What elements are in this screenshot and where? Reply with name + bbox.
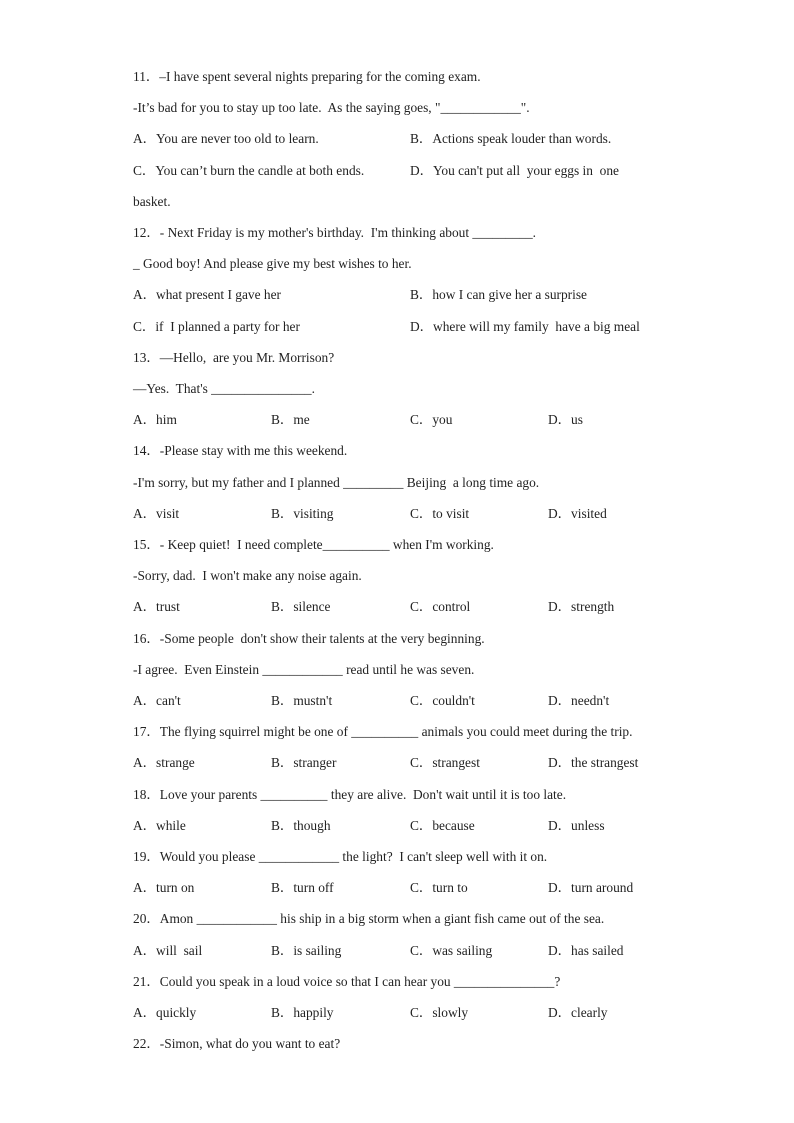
answer-option: A．turn on	[133, 880, 195, 895]
answer-option: C．strangest	[410, 755, 480, 770]
question-stem: 22．-Simon, what do you want to eat?	[133, 1036, 341, 1051]
answer-option: A．can't	[133, 693, 181, 708]
question-stem: 14．-Please stay with me this weekend.	[133, 443, 348, 458]
answer-option: C．was sailing	[410, 943, 493, 958]
answer-option: C．couldn't	[410, 693, 475, 708]
answer-option: D．where will my family have a big meal	[410, 319, 640, 334]
question-stem: 11．–I have spent several nights preparing for the coming exam.	[133, 69, 481, 84]
question-stem: 21．Could you speak in a loud voice so that I can hear you _______________?	[133, 974, 561, 989]
answer-option: B．happily	[271, 1005, 334, 1020]
answer-option: A．trust	[133, 599, 180, 614]
answer-option: B．how I can give her a surprise	[410, 287, 588, 302]
answer-option: D．unless	[548, 818, 605, 833]
answer-option: C．slowly	[410, 1005, 469, 1020]
answer-option: A．what present I gave her	[133, 287, 281, 302]
answer-option: B．stranger	[271, 755, 337, 770]
answer-option: D．strength	[548, 599, 615, 614]
dialogue-line: -It’s bad for you to stay up too late. As the saying goes, "____________".	[133, 100, 530, 115]
answer-option: D．clearly	[548, 1005, 608, 1020]
answer-option: C．you	[410, 412, 453, 427]
answer-option: B．visiting	[271, 506, 334, 521]
answer-option: D．has sailed	[548, 943, 624, 958]
answer-option: C．to visit	[410, 506, 470, 521]
dialogue-line: _ Good boy! And please give my best wishes to her.	[133, 256, 412, 271]
answer-option: A．You are never too old to learn.	[133, 131, 319, 146]
answer-option: D．turn around	[548, 880, 634, 895]
answer-option: C．You can’t burn the candle at both ends.	[133, 163, 365, 178]
dialogue-line: -Sorry, dad. I won't make any noise again.	[133, 568, 362, 583]
question-stem: 12．- Next Friday is my mother's birthday. I'm thinking about _________.	[133, 225, 537, 240]
answer-option: B．Actions speak louder than words.	[410, 131, 612, 146]
answer-option: C．control	[410, 599, 471, 614]
answer-option: B．silence	[271, 599, 331, 614]
answer-option: C．because	[410, 818, 475, 833]
question-stem: 20．Amon ____________ his ship in a big storm when a giant fish came out of the sea.	[133, 911, 605, 926]
answer-option: A．strange	[133, 755, 195, 770]
answer-option: B．is sailing	[271, 943, 342, 958]
answer-option: D．needn't	[548, 693, 610, 708]
answer-option: D．You can't put all your eggs in one	[410, 163, 619, 178]
question-stem: 13．—Hello, are you Mr. Morrison?	[133, 350, 335, 365]
option-continuation: basket.	[133, 194, 171, 209]
answer-option: A．will sail	[133, 943, 203, 958]
answer-option: B．me	[271, 412, 310, 427]
question-stem: 19．Would you please ____________ the light? I can't sleep well with it on.	[133, 849, 548, 864]
answer-option: B．mustn't	[271, 693, 333, 708]
answer-option: A．while	[133, 818, 186, 833]
dialogue-line: -I'm sorry, but my father and I planned _________ Beijing a long time ago.	[133, 475, 540, 490]
answer-option: A．quickly	[133, 1005, 197, 1020]
answer-option: B．though	[271, 818, 331, 833]
question-stem: 15．- Keep quiet! I need complete__________ when I'm working.	[133, 537, 494, 552]
answer-option: B．turn off	[271, 880, 334, 895]
answer-option: C．turn to	[410, 880, 468, 895]
question-stem: 18．Love your parents __________ they are alive. Don't wait until it is too late.	[133, 787, 567, 802]
dialogue-line: -I agree. Even Einstein ____________ read until he was seven.	[133, 662, 475, 677]
answer-option: A．visit	[133, 506, 180, 521]
answer-option: D．the strangest	[548, 755, 639, 770]
dialogue-line: —Yes. That's _______________.	[133, 381, 315, 396]
answer-option: C．if I planned a party for her	[133, 319, 300, 334]
question-stem: 16．-Some people don't show their talents at the very beginning.	[133, 631, 485, 646]
answer-option: A．him	[133, 412, 177, 427]
answer-option: D．us	[548, 412, 583, 427]
answer-option: D．visited	[548, 506, 607, 521]
question-stem: 17．The flying squirrel might be one of __________ animals you could meet during the trip.	[133, 724, 633, 739]
